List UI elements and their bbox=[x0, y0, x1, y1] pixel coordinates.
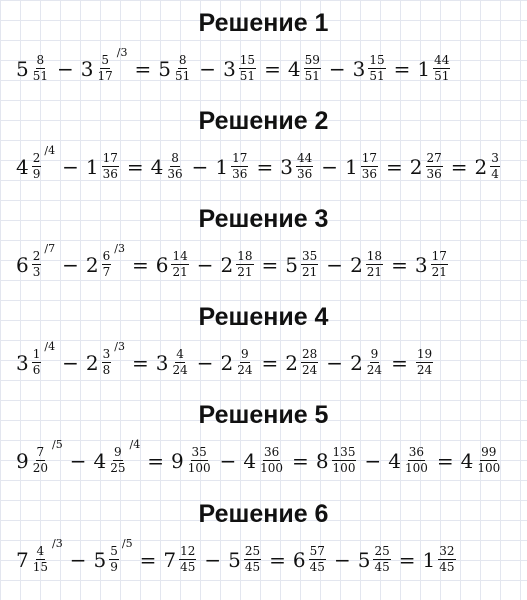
fraction bbox=[404, 446, 429, 475]
numerator: 17 bbox=[431, 249, 447, 263]
operator: = bbox=[134, 56, 152, 81]
denominator: 25 bbox=[110, 461, 126, 475]
whole-part: 1 bbox=[422, 547, 436, 572]
fraction bbox=[32, 348, 42, 377]
numerator: 44 bbox=[434, 53, 450, 67]
operator: − bbox=[333, 547, 351, 572]
fraction bbox=[97, 54, 114, 83]
whole-part: 2 bbox=[474, 154, 488, 179]
operator: = bbox=[264, 56, 281, 81]
solution-5 bbox=[0, 400, 527, 475]
solution-1 bbox=[0, 8, 527, 83]
operator: = bbox=[398, 547, 416, 572]
extra-factor: /5 bbox=[121, 537, 133, 550]
denominator: 51 bbox=[32, 69, 49, 83]
denominator: 45 bbox=[180, 560, 196, 574]
mixed-number bbox=[85, 242, 125, 279]
solution-equation bbox=[16, 144, 501, 181]
fraction bbox=[236, 250, 253, 279]
numerator: 59 bbox=[304, 53, 320, 67]
numerator: 99 bbox=[481, 445, 497, 459]
numerator: 15 bbox=[239, 53, 256, 67]
mixed-number bbox=[285, 348, 319, 377]
denominator: 45 bbox=[374, 560, 390, 574]
mixed-number bbox=[461, 446, 503, 475]
mixed-number bbox=[422, 545, 456, 574]
numerator: 35 bbox=[302, 249, 318, 263]
numerator: 32 bbox=[439, 544, 455, 558]
mixed-number bbox=[16, 242, 56, 279]
fraction bbox=[366, 250, 383, 279]
fraction bbox=[416, 348, 433, 377]
numerator: 8 bbox=[178, 53, 187, 67]
numerator: 36 bbox=[408, 445, 425, 459]
numerator: 27 bbox=[426, 151, 442, 165]
numerator: 35 bbox=[191, 445, 207, 459]
extra-factor: /7 bbox=[44, 242, 56, 255]
mixed-number bbox=[16, 54, 50, 83]
numerator: 25 bbox=[244, 544, 261, 558]
solution-title: Решение 6 bbox=[198, 500, 329, 528]
fraction bbox=[490, 152, 500, 181]
denominator: 6 bbox=[32, 363, 41, 377]
denominator: 21 bbox=[237, 265, 253, 279]
whole-part: 5 bbox=[285, 252, 299, 277]
operator: = bbox=[256, 154, 274, 179]
operator: = bbox=[126, 154, 144, 179]
operator: − bbox=[321, 154, 338, 179]
denominator: 17 bbox=[97, 69, 113, 83]
numerator: 7 bbox=[36, 445, 45, 459]
mixed-number bbox=[171, 446, 213, 475]
whole-part: 8 bbox=[315, 448, 329, 473]
numerator: 14 bbox=[172, 249, 188, 263]
whole-part: 2 bbox=[350, 350, 363, 375]
operator: − bbox=[196, 350, 214, 375]
operator: = bbox=[391, 350, 408, 375]
denominator: 36 bbox=[167, 167, 183, 181]
denominator: 51 bbox=[369, 69, 385, 83]
whole-part: 2 bbox=[350, 252, 363, 277]
mixed-number bbox=[410, 152, 444, 181]
operator: − bbox=[69, 547, 87, 572]
mixed-number bbox=[16, 537, 63, 574]
whole-part: 3 bbox=[16, 350, 29, 375]
denominator: 36 bbox=[426, 167, 442, 181]
denominator: 8 bbox=[102, 363, 111, 377]
fraction bbox=[426, 152, 443, 181]
mixed-number bbox=[163, 545, 197, 574]
fraction bbox=[236, 348, 253, 377]
mixed-number bbox=[93, 537, 133, 574]
mixed-number bbox=[285, 250, 319, 279]
numerator: 2 bbox=[32, 151, 41, 165]
fraction bbox=[239, 54, 256, 83]
operator: = bbox=[450, 154, 468, 179]
operator: = bbox=[292, 448, 309, 473]
whole-part: 1 bbox=[215, 154, 229, 179]
extra-factor: /3 bbox=[116, 46, 128, 59]
mixed-number bbox=[353, 54, 387, 83]
fraction bbox=[32, 446, 49, 475]
mixed-number bbox=[80, 46, 128, 83]
fraction bbox=[32, 250, 42, 279]
extra-factor: /4 bbox=[129, 438, 141, 451]
fraction bbox=[301, 348, 318, 377]
operator: = bbox=[386, 154, 403, 179]
operator: − bbox=[57, 56, 74, 81]
fraction bbox=[102, 348, 112, 377]
whole-part: 2 bbox=[85, 252, 99, 277]
operator: = bbox=[131, 252, 149, 277]
whole-part: 5 bbox=[228, 547, 241, 572]
mixed-number bbox=[288, 54, 322, 83]
denominator: 36 bbox=[296, 167, 313, 181]
fraction bbox=[433, 54, 450, 83]
solution-title: Решение 3 bbox=[198, 205, 329, 233]
fraction bbox=[309, 545, 326, 574]
denominator: 20 bbox=[32, 461, 49, 475]
operator: − bbox=[191, 154, 209, 179]
numerator: 1 bbox=[32, 347, 41, 361]
numerator: 17 bbox=[102, 151, 118, 165]
operator: − bbox=[326, 350, 344, 375]
solution-title: Решение 5 bbox=[198, 401, 329, 429]
whole-part: 1 bbox=[344, 154, 358, 179]
fraction bbox=[476, 446, 501, 475]
fraction bbox=[171, 250, 188, 279]
whole-part: 2 bbox=[220, 252, 234, 277]
fraction bbox=[431, 250, 448, 279]
mixed-number bbox=[388, 446, 430, 475]
whole-part: 4 bbox=[243, 448, 257, 473]
whole-part: 1 bbox=[85, 154, 99, 179]
whole-part: 5 bbox=[357, 547, 371, 572]
extra-factor: /3 bbox=[114, 340, 125, 353]
numerator: 25 bbox=[374, 544, 390, 558]
numerator: 17 bbox=[232, 151, 248, 165]
denominator: 3 bbox=[32, 265, 41, 279]
denominator: 36 bbox=[102, 167, 118, 181]
operator: − bbox=[326, 252, 344, 277]
fraction bbox=[102, 250, 112, 279]
fraction bbox=[373, 545, 390, 574]
fraction bbox=[109, 446, 126, 475]
mixed-number bbox=[16, 438, 63, 475]
mixed-number bbox=[85, 340, 125, 377]
numerator: 8 bbox=[36, 53, 45, 67]
denominator: 100 bbox=[332, 461, 356, 475]
whole-part: 7 bbox=[163, 547, 177, 572]
fraction bbox=[304, 54, 321, 83]
operator: − bbox=[199, 56, 217, 81]
denominator: 100 bbox=[404, 461, 428, 475]
whole-part: 3 bbox=[223, 56, 236, 81]
fraction bbox=[301, 250, 318, 279]
fraction bbox=[296, 152, 313, 181]
extra-factor: /5 bbox=[52, 438, 63, 451]
extra-factor: /4 bbox=[44, 144, 56, 157]
denominator: 51 bbox=[434, 69, 450, 83]
whole-part: 3 bbox=[414, 252, 428, 277]
operator: = bbox=[391, 252, 408, 277]
mixed-number bbox=[417, 54, 451, 83]
fraction bbox=[244, 545, 261, 574]
denominator: 21 bbox=[172, 265, 188, 279]
operator: − bbox=[62, 350, 79, 375]
solution-3 bbox=[0, 204, 527, 279]
mixed-number bbox=[316, 446, 358, 475]
solution-4 bbox=[0, 302, 527, 377]
whole-part: 3 bbox=[155, 350, 169, 375]
numerator: 2 bbox=[32, 249, 41, 263]
mixed-number bbox=[350, 348, 384, 377]
operator: = bbox=[436, 448, 454, 473]
fraction bbox=[32, 152, 42, 181]
denominator: 21 bbox=[366, 265, 383, 279]
denominator: 45 bbox=[244, 560, 261, 574]
operator: = bbox=[393, 56, 411, 81]
whole-part: 9 bbox=[16, 448, 29, 473]
denominator: 51 bbox=[304, 69, 320, 83]
solution-title: Решение 1 bbox=[198, 9, 329, 37]
mixed-number bbox=[156, 250, 190, 279]
mixed-number bbox=[151, 152, 185, 181]
mixed-number bbox=[228, 545, 262, 574]
numerator: 9 bbox=[370, 347, 379, 361]
whole-part: 9 bbox=[171, 448, 184, 473]
numerator: 57 bbox=[309, 544, 325, 558]
mixed-number bbox=[415, 250, 449, 279]
operator: = bbox=[131, 350, 149, 375]
numerator: 6 bbox=[102, 249, 111, 263]
operator: − bbox=[328, 56, 346, 81]
numerator: 4 bbox=[176, 347, 184, 361]
operator: − bbox=[69, 448, 87, 473]
denominator: 36 bbox=[361, 167, 377, 181]
mixed-number bbox=[415, 348, 434, 377]
denominator: 100 bbox=[477, 461, 501, 475]
numerator: 5 bbox=[110, 544, 118, 558]
numerator: 28 bbox=[302, 347, 318, 361]
mixed-number bbox=[358, 545, 392, 574]
whole-part: 1 bbox=[417, 56, 431, 81]
fraction bbox=[259, 446, 284, 475]
extra-factor: /3 bbox=[114, 242, 125, 255]
fraction bbox=[32, 54, 49, 83]
numerator: 135 bbox=[332, 445, 356, 459]
numerator: 15 bbox=[369, 53, 385, 67]
operator: = bbox=[261, 252, 279, 277]
denominator: 15 bbox=[32, 560, 49, 574]
operator: = bbox=[261, 350, 279, 375]
mixed-number bbox=[475, 152, 501, 181]
whole-part: 5 bbox=[93, 547, 107, 572]
fraction bbox=[171, 348, 188, 377]
whole-part: 3 bbox=[352, 56, 366, 81]
operator: − bbox=[196, 252, 214, 277]
mixed-number bbox=[243, 446, 285, 475]
fraction bbox=[366, 348, 383, 377]
numerator: 12 bbox=[180, 544, 196, 558]
whole-part: 4 bbox=[388, 448, 401, 473]
whole-part: 2 bbox=[85, 350, 99, 375]
mixed-number bbox=[16, 340, 56, 377]
operator: − bbox=[62, 252, 79, 277]
numerator: 18 bbox=[237, 249, 253, 263]
mixed-number bbox=[16, 144, 56, 181]
whole-part: 6 bbox=[16, 252, 29, 277]
numerator: 3 bbox=[491, 151, 499, 165]
numerator: 19 bbox=[416, 347, 433, 361]
denominator: 9 bbox=[110, 560, 118, 574]
extra-factor: /4 bbox=[44, 340, 56, 353]
whole-part: 7 bbox=[16, 547, 29, 572]
mixed-number bbox=[223, 54, 257, 83]
mixed-number bbox=[221, 250, 255, 279]
numerator: 9 bbox=[241, 347, 249, 361]
operator: − bbox=[219, 448, 237, 473]
fraction bbox=[166, 152, 183, 181]
numerator: 4 bbox=[36, 544, 45, 558]
denominator: 9 bbox=[32, 167, 41, 181]
numerator: 3 bbox=[102, 347, 111, 361]
numerator: 44 bbox=[296, 151, 313, 165]
denominator: 24 bbox=[237, 363, 253, 377]
denominator: 24 bbox=[416, 363, 433, 377]
fraction bbox=[231, 152, 248, 181]
numerator: 9 bbox=[114, 445, 122, 459]
denominator: 24 bbox=[172, 363, 188, 377]
fraction bbox=[102, 152, 119, 181]
whole-part: 2 bbox=[285, 350, 299, 375]
solution-equation bbox=[16, 438, 502, 475]
solution-equation bbox=[16, 46, 451, 83]
fraction bbox=[332, 446, 357, 475]
whole-part: 4 bbox=[460, 448, 474, 473]
whole-part: 3 bbox=[280, 154, 293, 179]
whole-part: 6 bbox=[292, 547, 306, 572]
denominator: 24 bbox=[302, 363, 318, 377]
whole-part: 5 bbox=[158, 56, 172, 81]
mixed-number bbox=[156, 348, 190, 377]
whole-part: 4 bbox=[150, 154, 164, 179]
mixed-number bbox=[350, 250, 384, 279]
whole-part: 4 bbox=[287, 56, 301, 81]
numerator: 5 bbox=[101, 53, 109, 67]
denominator: 100 bbox=[260, 461, 284, 475]
mixed-number bbox=[345, 152, 379, 181]
numerator: 17 bbox=[361, 151, 377, 165]
denominator: 21 bbox=[431, 265, 447, 279]
solution-2 bbox=[0, 106, 527, 181]
solution-equation bbox=[16, 242, 449, 279]
fraction bbox=[109, 545, 119, 574]
denominator: 51 bbox=[239, 69, 256, 83]
denominator: 45 bbox=[309, 560, 325, 574]
mixed-number bbox=[93, 438, 141, 475]
denominator: 4 bbox=[491, 167, 499, 181]
fraction bbox=[174, 54, 191, 83]
numerator: 8 bbox=[171, 151, 179, 165]
mixed-number bbox=[86, 152, 120, 181]
denominator: 45 bbox=[439, 560, 455, 574]
fraction bbox=[187, 446, 212, 475]
denominator: 36 bbox=[232, 167, 248, 181]
numerator: 36 bbox=[263, 445, 280, 459]
fraction bbox=[438, 545, 455, 574]
operator: − bbox=[62, 154, 79, 179]
whole-part: 5 bbox=[16, 56, 29, 81]
whole-part: 2 bbox=[409, 154, 423, 179]
mixed-number bbox=[215, 152, 249, 181]
operator: − bbox=[364, 448, 382, 473]
fraction bbox=[361, 152, 378, 181]
denominator: 51 bbox=[175, 69, 191, 83]
fraction bbox=[32, 545, 49, 574]
whole-part: 3 bbox=[80, 56, 94, 81]
mixed-number bbox=[293, 545, 327, 574]
fraction bbox=[368, 54, 385, 83]
operator: = bbox=[269, 547, 286, 572]
denominator: 100 bbox=[187, 461, 211, 475]
solution-title: Решение 4 bbox=[198, 303, 329, 331]
operator: = bbox=[139, 547, 157, 572]
denominator: 7 bbox=[102, 265, 111, 279]
solution-equation bbox=[16, 340, 434, 377]
whole-part: 4 bbox=[16, 154, 29, 179]
operator: = bbox=[147, 448, 164, 473]
whole-part: 4 bbox=[93, 448, 107, 473]
fraction bbox=[179, 545, 196, 574]
mixed-number bbox=[158, 54, 192, 83]
mixed-number bbox=[221, 348, 255, 377]
denominator: 21 bbox=[302, 265, 318, 279]
mixed-number bbox=[280, 152, 314, 181]
denominator: 24 bbox=[366, 363, 383, 377]
solution-6 bbox=[0, 499, 527, 574]
whole-part: 6 bbox=[155, 252, 169, 277]
extra-factor: /3 bbox=[52, 537, 63, 550]
solution-title: Решение 2 bbox=[198, 107, 329, 135]
whole-part: 2 bbox=[220, 350, 234, 375]
operator: − bbox=[204, 547, 222, 572]
numerator: 18 bbox=[366, 249, 383, 263]
solution-equation bbox=[16, 537, 457, 574]
